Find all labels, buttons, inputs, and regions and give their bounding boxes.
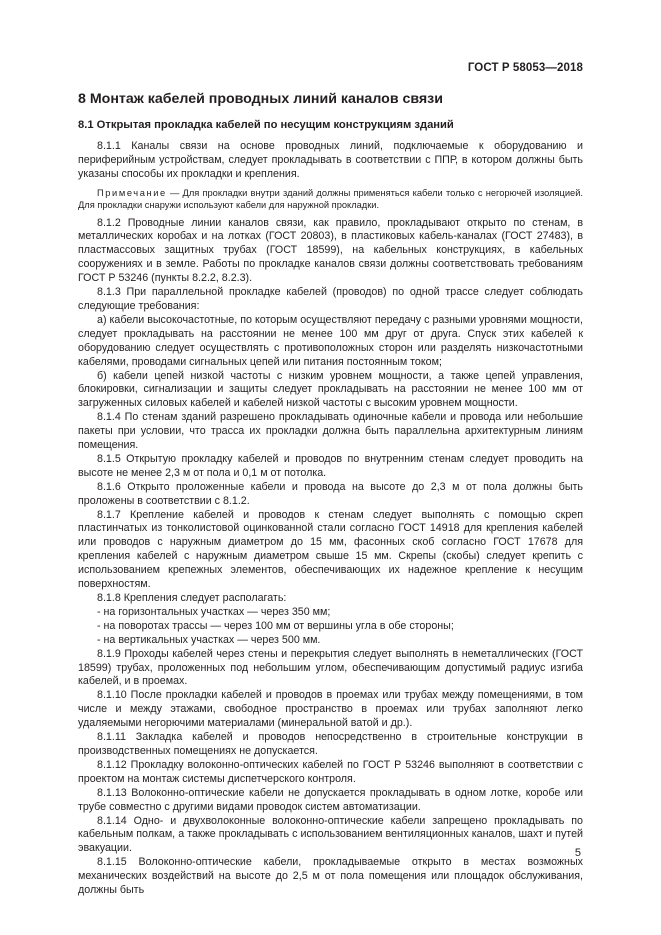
paragraph-8-1-8: 8.1.8 Крепления следует располагать: xyxy=(97,592,287,604)
paragraph-8-1-14: 8.1.14 Одно- и двухволоконные волоконно-оптические кабели запрещено прокладывать по кабельным полкам, а также прокладывать с использованием вентиляционных каналов, шахт и путей эвакуации. xyxy=(78,814,583,855)
subsection-title: 8.1 Открытая прокладка кабелей по несущим конструкциям зданий xyxy=(78,119,454,131)
paragraph-8-1-9: 8.1.9 Проходы кабелей через стены и перекрытия следует выполнять в неметаллических (ГОСТ 18599) трубах, проложенных под небольшим углом, обеспечивающим допустимый радиус изгиба кабелей, и в проемах. xyxy=(78,647,583,688)
paragraph-8-1-3-b: б) кабели цепей низкой частоты с низким уровнем мощности, а также цепей управления, блокировки, сигнализации и защиты следует прокладывать на расстоянии не менее 100 мм от загруженных силовых кабелей и кабелей низкой частоты с высоким уровнем мощности. xyxy=(78,369,583,410)
paragraph-8-1-15: 8.1.15 Волоконно-оптические кабели, прокладываемые открыто в местах возможных механических воздействий на высоте до 2,5 м от пола помещения или площадок обслуживания, должны быть xyxy=(78,856,583,897)
paragraph-8-1-13: 8.1.13 Волоконно-оптические кабели не допускается прокладывать в одном лотке, коробе или трубе совместно с другими видами проводок систем автоматизации. xyxy=(78,786,583,813)
paragraph-8-1-1: 8.1.1 Каналы связи на основе проводных линий, подключаемые к оборудованию и периферийным устройствам, следует прокладывать в соответствии с ППР, в котором должны быть указаны способы их прокладки и крепления. xyxy=(78,140,583,180)
paragraph-8-1-2: 8.1.2 Проводные линии каналов связи, как правило, прокладывают открыто по стенам, в металлических коробах и на лотках (ГОСТ 20803), в пластиковых кабель-каналах (ГОСТ 27483), в пластмассовых защитных трубах (ГОСТ 18599), на кабельных конструкциях, в кабельных сооружениях и в земле. Работы по прокладке каналов связи должны соответствовать требованиям ГОСТ Р 53246 (пункты 8.2.2, 8.2.3). xyxy=(78,216,583,285)
note-label: Примечание xyxy=(97,187,167,198)
page-header-standard-code: ГОСТ Р 58053—2018 xyxy=(467,62,583,74)
note xyxy=(78,187,583,212)
list-item-horizontal: - на горизонтальных участках — через 350 мм; xyxy=(97,605,331,618)
list-item-vertical: - на вертикальных участках — через 500 мм. xyxy=(97,633,321,646)
list-item-turns: - на поворотах трассы — через 100 мм от вершины угла в обе стороны; xyxy=(97,619,454,632)
paragraph-8-1-3: 8.1.3 При параллельной прокладке кабелей (проводов) по одной трассе следует соблюдать следующие требования: xyxy=(78,286,583,312)
paragraph-8-1-5: 8.1.5 Открытую прокладку кабелей и проводов по внутренним стенам следует проводить на высоте не менее 2,3 м от пола и 0,1 м от потолка. xyxy=(78,452,583,479)
paragraph-8-1-10: 8.1.10 После прокладки кабелей и проводов в проемах или трубах между помещениями, в том числе и между этажами, свободное пространство в проемах или трубах заполняют легко удаляемыми негорючими материалами (минеральной ватой и др.). xyxy=(78,689,583,730)
page-number: 5 xyxy=(574,847,581,859)
paragraph-8-1-6: 8.1.6 Открыто проложенные кабели и провода на высоте до 2,3 м от пола должны быть проложены в соответствии с 8.1.2. xyxy=(78,480,583,507)
document-body xyxy=(78,90,583,898)
section-title: 8 Монтаж кабелей проводных линий каналов связи xyxy=(78,91,443,107)
paragraph-8-1-12: 8.1.12 Прокладку волоконно-оптических кабелей по ГОСТ Р 53246 выполняют в соответствии с проектом на монтаж системы диспетчерского контроля. xyxy=(78,758,583,785)
paragraph-8-1-4: 8.1.4 По стенам зданий разрешено прокладывать одиночные кабели и провода или небольшие пакеты при условии, что трасса их прокладки должна быть параллельна архитектурным линиям помещения. xyxy=(78,411,583,452)
note-text: — Для прокладки внутри зданий должны применяться кабели только с негорючей изоляцией. Для прокладки снаружи используют кабели для наружной прокладки. xyxy=(78,187,583,211)
paragraph-8-1-11: 8.1.11 Закладка кабелей и проводов непосредственно в строительные конструкции в производственных помещениях не допускается. xyxy=(78,731,583,757)
paragraph-8-1-3-a: а) кабели высокочастотные, по которым осуществляют передачу с разными уровнями мощности, следует прокладывать на расстоянии не менее 100 мм друг от друга. Спуск этих кабелей к оборудованию следует осуществлять с противоположных сторон или разделять низкочастотными кабелями, проводами сигнальных цепей или питания постоянным током; xyxy=(78,313,583,368)
paragraph-8-1-7: 8.1.7 Крепление кабелей и проводов к стенам следует выполнять с помощью скреп пластинчатых из тонколистовой оцинкованной стали согласно ГОСТ 14918 для крепления кабелей или проводов с наружным диаметром до 15 мм, фасонных скоб согласно ГОСТ 17678 для крепления кабелей с наружным диаметром свыше 15 мм. Скрепы (скобы) следует крепить с использованием крепежных элементов, обеспечивающих их надежное крепление к несущим поверхностям. xyxy=(78,508,583,591)
